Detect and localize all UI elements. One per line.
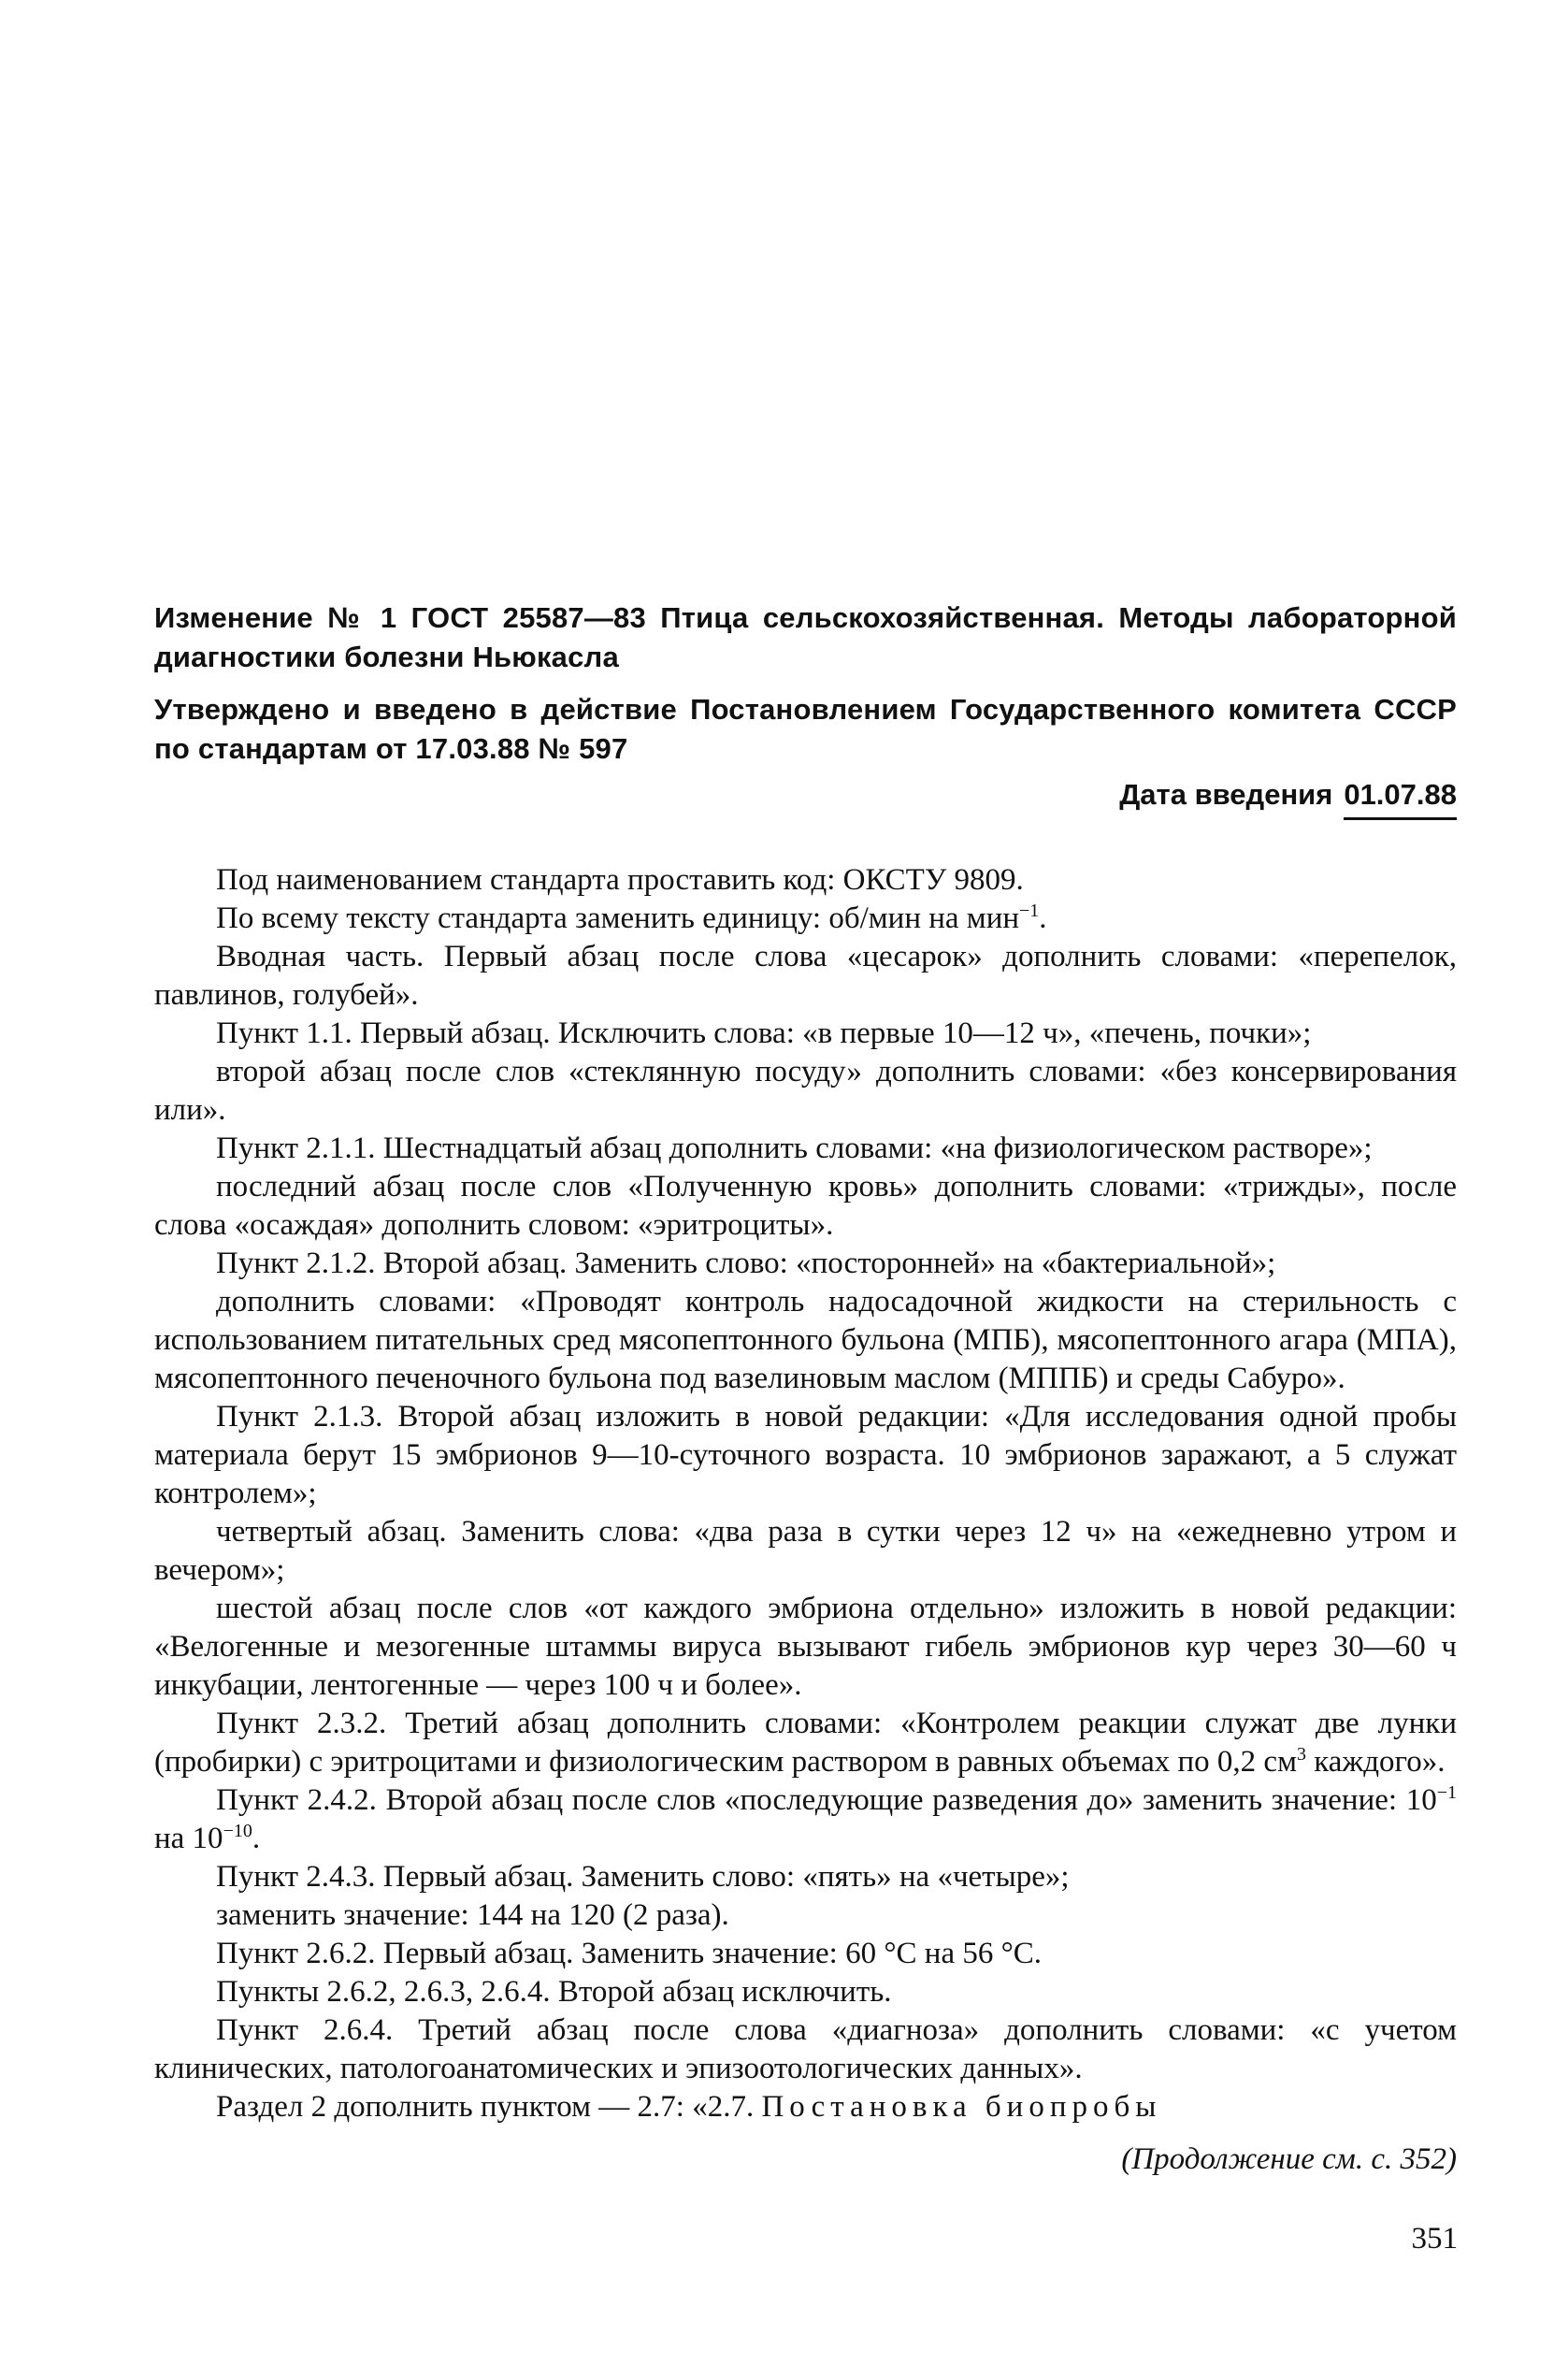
paragraph: последний абзац после слов «Полученную кровь» дополнить словами: «трижды», после слова «осаждая» дополнить словом: «эритроциты». <box>154 1170 1457 1242</box>
paragraph-text: Пункт 2.3.2. Третий абзац дополнить словами: «Контролем реакции служат две лунки (пробирки) с эритроцитами и физиологическим раствором в равных объемах по 0,2 см <box>154 1707 1457 1779</box>
paragraph <box>154 1705 1457 1781</box>
superscript: −1 <box>1019 901 1040 921</box>
paragraph: Пункт 2.6.4. Третий абзац после слова «диагноза» дополнить словами: «с учетом клинических, патологоанатомических и эпизоотологических данных». <box>154 2013 1457 2085</box>
document-page <box>154 598 1457 2179</box>
effective-date-value: 01.07.88 <box>1344 774 1457 820</box>
paragraph: заменить значение: 144 на 120 (2 раза). <box>216 1898 729 1932</box>
paragraph: шестой абзац после слов «от каждого эмбриона отдельно» изложить в новой редакции: «Велогенные и мезогенные штаммы вируса вызывают гибель эмбрионов кур через 30—60 ч инкубации, лентогенные — через 100 ч и более». <box>154 1592 1457 1702</box>
paragraph: Пункт 2.4.3. Первый абзац. Заменить слово: «пять» на «четыре»; <box>216 1860 1070 1894</box>
paragraph-text: Пункт 2.4.2. Второй абзац после слов «последующие разведения до» заменить значение: 10 <box>216 1783 1437 1817</box>
paragraph: второй абзац после слов «стеклянную посуду» дополнить словами: «без консервирования или». <box>154 1055 1457 1127</box>
paragraph: Под наименованием стандарта проставить код: ОКСТУ 9809. <box>216 863 1024 897</box>
paragraph-text: . <box>252 1822 261 1855</box>
paragraph-text: По всему тексту стандарта заменить единицу: об/мин на мин <box>216 901 1020 935</box>
paragraph <box>154 900 1457 938</box>
paragraph-text: на 10 <box>154 1822 223 1855</box>
paragraph-text: . <box>1039 901 1047 935</box>
paragraph: четвертый абзац. Заменить слова: «два раза в сутки через 12 ч» на «ежедневно утром и вечером»; <box>154 1515 1457 1587</box>
paragraph: Пункт 2.1.1. Шестнадцатый абзац дополнить словами: «на физиологическом растворе»; <box>216 1132 1373 1165</box>
continuation-note: (Продолжение см. с. 352) <box>1121 2142 1457 2176</box>
effective-date-label: Дата введения <box>1119 778 1333 811</box>
paragraph: дополнить словами: «Проводят контроль надосадочной жидкости на стерильность с использованием питательных сред мясопептонного бульона (МПБ), мясопептонного агара (МПА), мясопептонного печеночного бульона под вазелиновым маслом (МППБ) и среды Сабуро». <box>154 1285 1457 1395</box>
paragraph-text: Раздел 2 дополнить пунктом — 2.7: «2.7. <box>216 2090 762 2124</box>
paragraph: Вводная часть. Первый абзац после слова «цесарок» дополнить словами: «перепелок, павлинов, голубей». <box>154 940 1457 1012</box>
paragraph: Пункт 2.6.2. Первый абзац. Заменить значение: 60 °С на 56 °С. <box>216 1937 1043 1970</box>
paragraph-text: каждого». <box>1305 1745 1446 1779</box>
section-heading-spaced: Постановка биопробы <box>761 2090 1162 2124</box>
paragraph: Пункт 1.1. Первый абзац. Исключить слова: «в первые 10—12 ч», «печень, почки»; <box>216 1016 1312 1050</box>
page-number: 351 <box>1411 2222 1458 2256</box>
superscript: 3 <box>1296 1744 1306 1765</box>
superscript: −10 <box>223 1821 252 1841</box>
superscript: −1 <box>1436 1782 1457 1803</box>
document-body <box>154 861 1457 2126</box>
paragraph: Пункт 2.1.2. Второй абзац. Заменить слово: «посторонней» на «бактериальной»; <box>216 1247 1276 1280</box>
approval-statement: Утверждено и введено в действие Постановлением Государственного комитета СССР по стандартам от 17.03.88 № 597 <box>154 693 1457 765</box>
document-title: Изменение № 1 ГОСТ 25587—83 Птица сельскохозяйственная. Методы лабораторной диагностики болезни Ньюкасла <box>154 601 1457 673</box>
paragraph <box>154 1781 1457 1858</box>
paragraph <box>154 2088 1457 2126</box>
effective-date <box>154 774 1457 820</box>
paragraph: Пункты 2.6.2, 2.6.3, 2.6.4. Второй абзац исключить. <box>216 1975 892 2009</box>
paragraph: Пункт 2.1.3. Второй абзац изложить в новой редакции: «Для исследования одной пробы материала берут 15 эмбрионов 9—10-суточного возраста. 10 эмбрионов заражают, а 5 служат контролем»; <box>154 1400 1457 1510</box>
